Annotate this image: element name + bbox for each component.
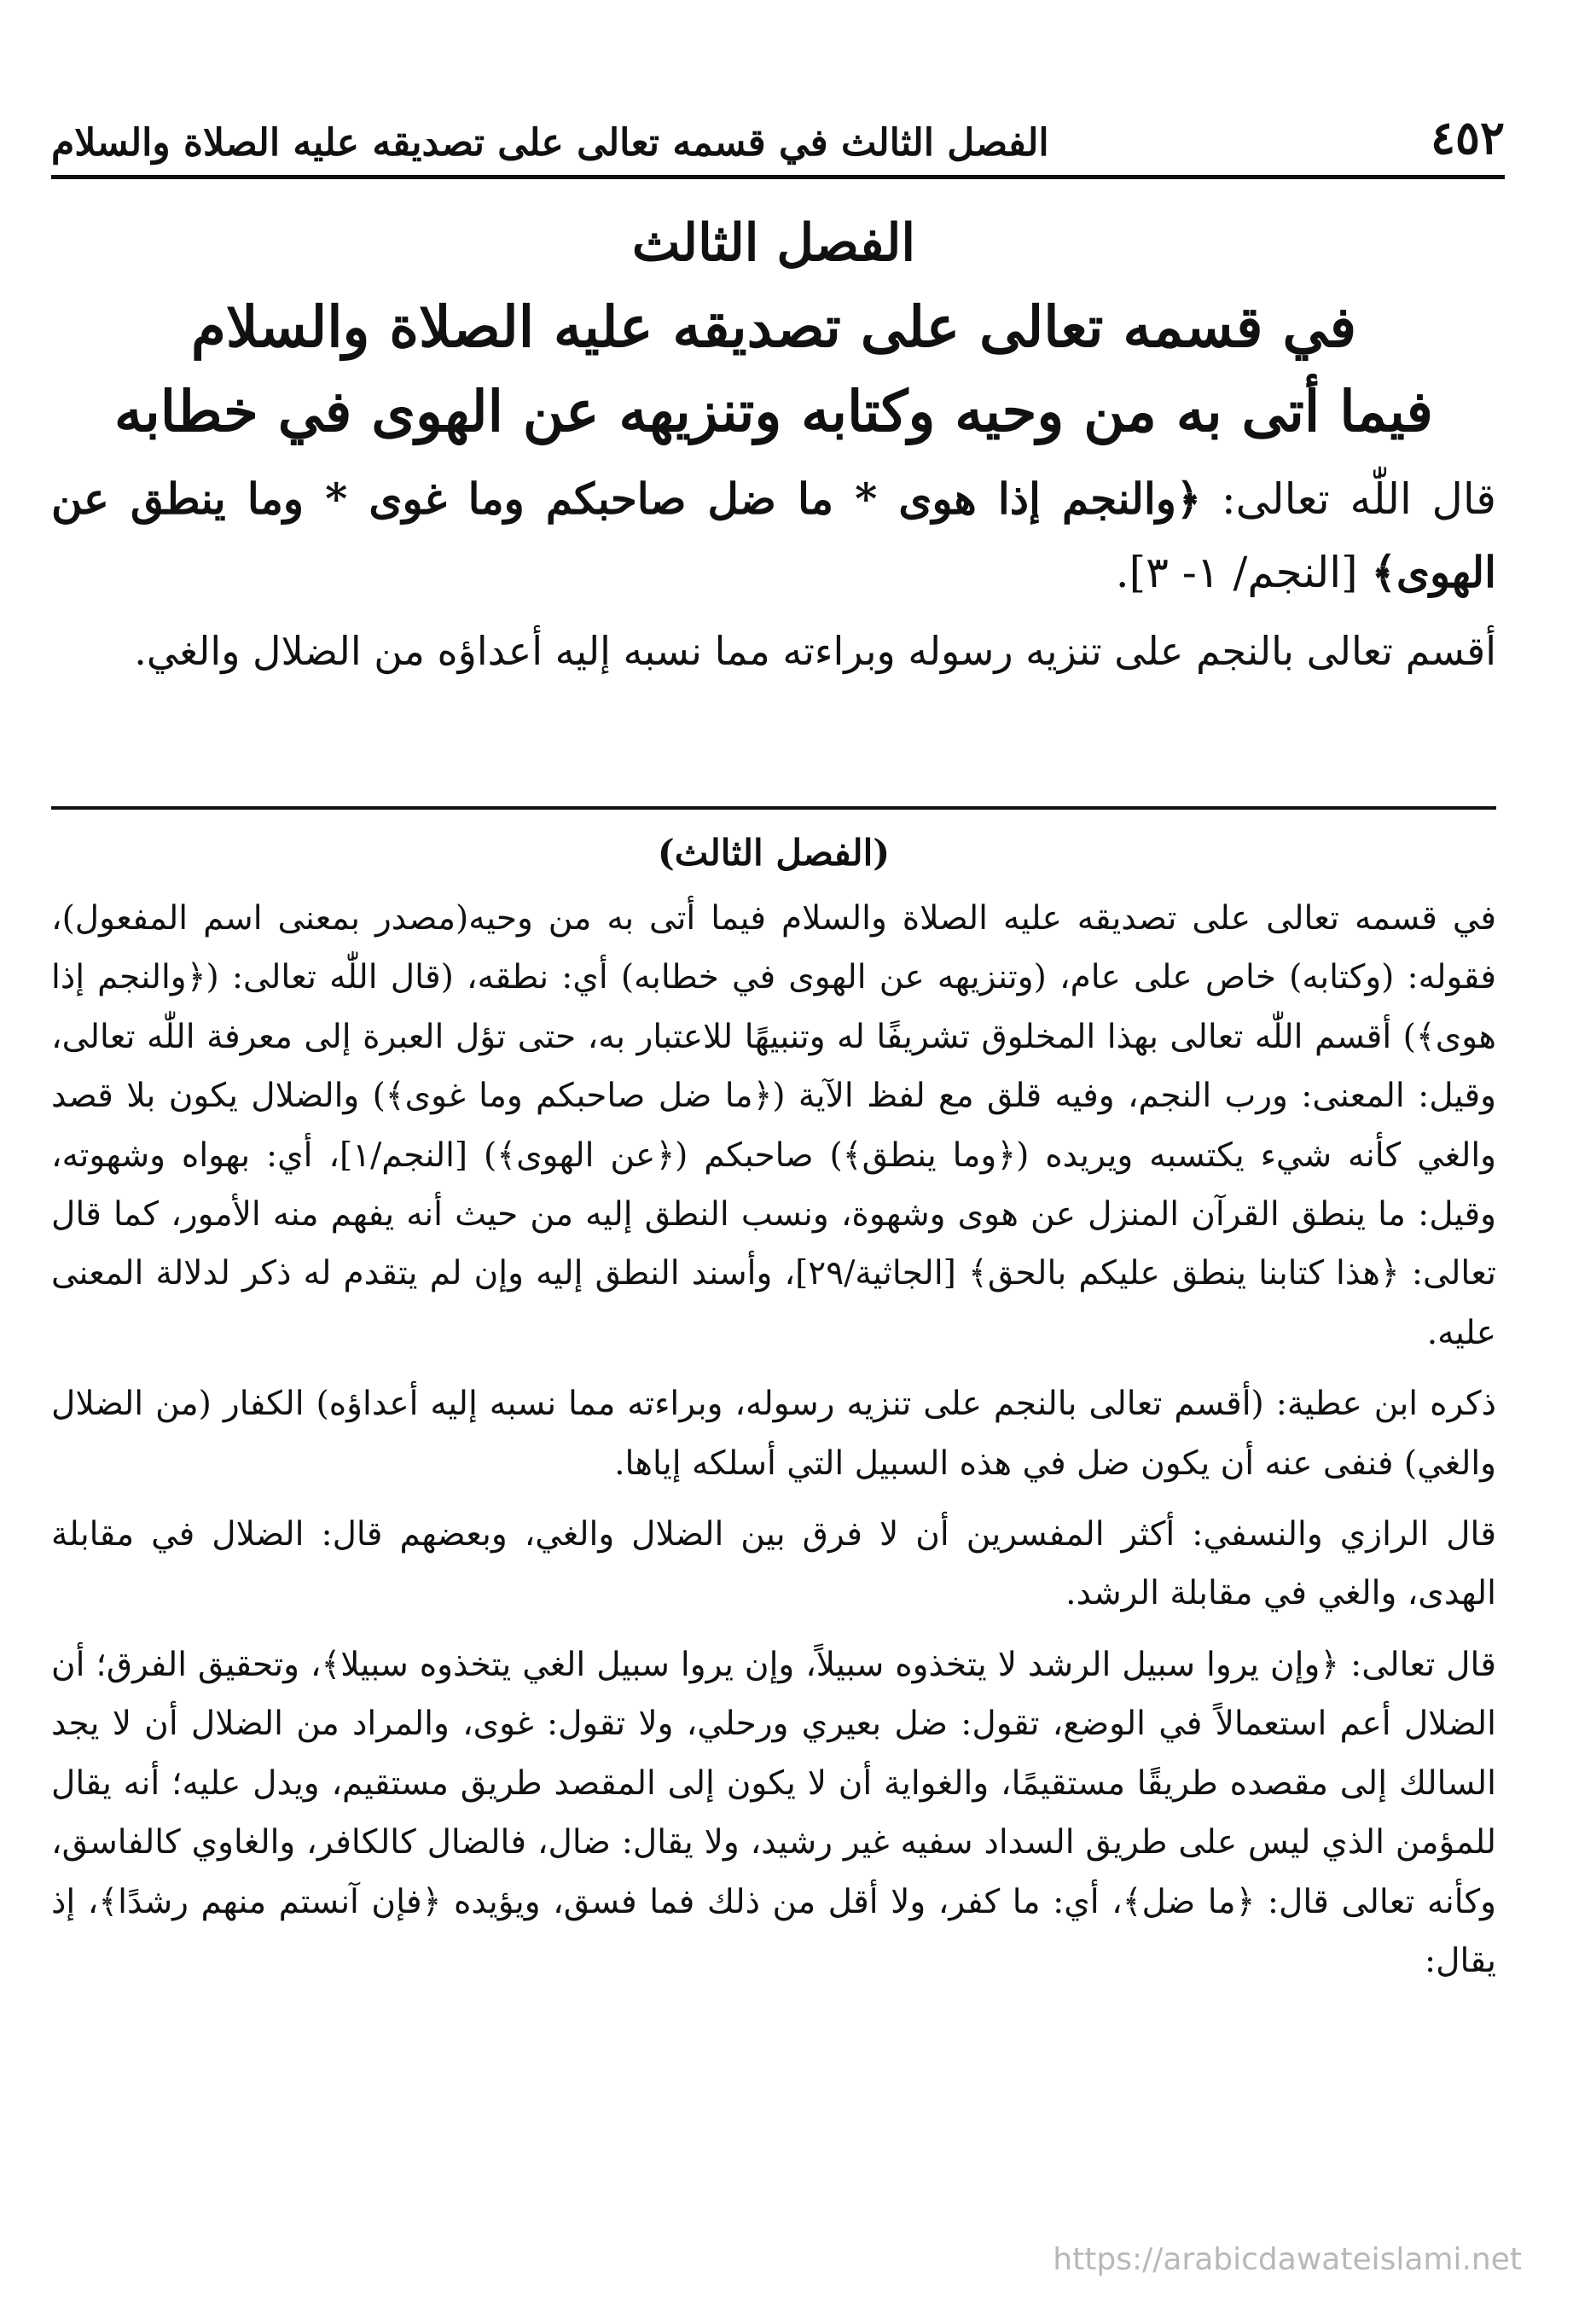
- section-divider: [51, 806, 1496, 810]
- watermark-url: https://arabicdawateislami.net: [1053, 2242, 1522, 2277]
- commentary-paragraph: قال تعالى: ﴿وإن يروا سبيل الرشد لا يتخذوه سبيلاً، وإن يروا سبيل الغي يتخذوه سبيلا﴾، وتحقيق الفرق؛ أن الضلال أعم استعمالاً في الوضع، تقول: ضل بعيري ورحلي، ولا تقول: غوى، والمراد من الضلال أن لا يجد السالك إلى مقصده طريقًا مستقيمًا، والغواية أن لا يكون إلى المقصد طريق مستقيم، ويدل عليه؛ أنه يقال للمؤمن الذي ليس على طريق السداد سفيه غير رشيد، ولا يقال: ضال، فالضال كالكافر، والغاوي كالفاسق، وكأنه تعالى قال: ﴿ما ضل﴾، أي: ما كفر، ولا أقل من ذلك فما فسق، ويؤيده ﴿فإن آنستم منهم رشدًا﴾، إذ يقال:: [51, 1645, 1496, 1980]
- chapter-title-line1: في قسمه تعالى على تصديقه عليه الصلاة والسلام: [190, 293, 1357, 360]
- intro-paragraph: أقسم تعالى بالنجم على تنزيه رسوله وبراءته مما نسبه إليه أعداؤه من الضلال والغي.: [134, 628, 1496, 675]
- commentary-paragraph: ذكره ابن عطية: (أقسم تعالى بالنجم على تنزيه رسوله، وبراءته مما نسبه إليه أعداؤه) الكفار (من الضلال والغي) فنفى عنه أن يكون ضل في هذه السبيل التي أسلكه إياها.: [51, 1385, 1496, 1483]
- running-title: الفصل الثالث في قسمه تعالى على تصديقه عليه الصلاة والسلام: [51, 121, 1049, 165]
- verse-text: ﴿والنجم إذا هوى * ما ضل صاحبكم وما غوى * وما ينطق عن الهوى﴾: [51, 474, 1496, 598]
- verse-quote: [51, 462, 1496, 609]
- chapter-main-text: [51, 213, 1496, 685]
- verse-reference: [النجم/ ١- ٣].: [1115, 548, 1358, 598]
- commentary-section: [51, 832, 1496, 2002]
- commentary-paragraph: في قسمه تعالى على تصديقه عليه الصلاة والسلام فيما أتى به من وحيه(مصدر بمعنى اسم المفعول)، فقوله: (وكتابه) خاص على عام، (وتنزيهه عن الهوى في خطابه) أي: نطقه، (قال اللّٰه تعالى: (﴿والنجم إذا هوى﴾) أقسم اللّٰه تعالى بهذا المخلوق تشريفًا له وتنبيهًا للاعتبار به، حتى تؤل العبرة إلى معرفة اللّٰه تعالى، وقيل: المعنى: ورب النجم، وفيه قلق مع لفظ الآية (﴿ما ضل صاحبكم وما غوى﴾) والضلال يكون بلا قصد والغي كأنه شيء يكتسبه ويريده (﴿وما ينطق﴾) صاحبكم (﴿عن الهوى﴾) [النجم/١]، أي: بهواه وشهوته، وقيل: ما ينطق القرآن المنزل عن هوى وشهوة، ونسب النطق إليه من حيث أنه يفهم منه الأمور، كما قال تعالى: ﴿هذا كتابنا ينطق عليكم بالحق﴾ [الجاثية/٢٩]، وأسند النطق إليه وإن لم يتقدم له ذكر لدلالة المعنى عليه.: [51, 899, 1496, 1352]
- verse-lead: قال اللّٰه تعالى:: [1221, 474, 1496, 525]
- page-number: ٤٥٢: [1430, 110, 1505, 165]
- commentary-heading: (الفصل الثالث): [657, 832, 891, 874]
- chapter-title-line2: فيما أتى به من وحيه وكتابه وتنزيهه عن الهوى في خطابه: [114, 378, 1433, 445]
- commentary-paragraph: قال الرازي والنسفي: أكثر المفسرين أن لا فرق بين الضلال والغي، وبعضهم قال: الضلال في مقابلة الهدى، والغي في مقابلة الرشد.: [51, 1515, 1496, 1613]
- running-header: [51, 102, 1505, 179]
- chapter-label: الفصل الثالث: [631, 213, 916, 273]
